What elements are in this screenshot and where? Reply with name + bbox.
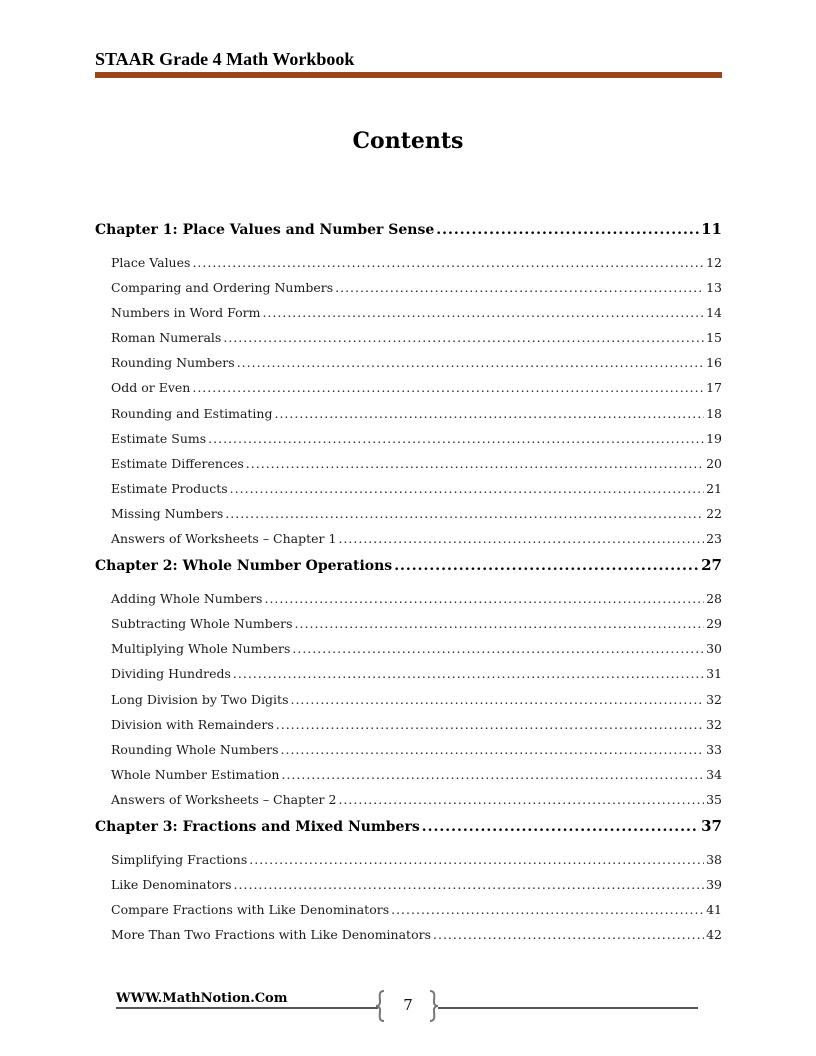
toc-entry-page: 18 [706, 405, 722, 421]
toc-entry-title: Subtracting Whole Numbers [111, 616, 293, 632]
toc-chapter-title: Chapter 3: Fractions and Mixed Numbers [95, 818, 420, 835]
toc-chapter-page: 11 [701, 220, 722, 238]
toc-entry-page: 35 [706, 791, 722, 807]
dot-leader [281, 767, 704, 782]
toc-entry-title: Adding Whole Numbers [111, 591, 263, 607]
toc-chapter-page: 37 [701, 816, 722, 835]
table-of-contents [95, 220, 722, 952]
page-title: Contents [352, 128, 464, 154]
toc-entry-title: Missing Numbers [111, 505, 224, 521]
dot-leader [338, 531, 704, 546]
toc-entry [95, 531, 722, 556]
dot-leader [264, 591, 704, 606]
toc-entry [95, 280, 722, 305]
toc-entry-page: 39 [706, 877, 722, 893]
toc-entry [95, 305, 722, 330]
toc-entry-title: Rounding Whole Numbers [111, 741, 279, 757]
toc-entry [95, 330, 722, 355]
toc-entry [95, 717, 722, 742]
toc-entry [95, 666, 722, 691]
toc-entry-title: Odd or Even [111, 380, 191, 396]
toc-entry-title: Dividing Hundreds [111, 666, 231, 682]
dot-leader [290, 692, 704, 707]
toc-entry-page: 16 [706, 355, 722, 371]
toc-entry [95, 792, 722, 817]
dot-leader [295, 616, 705, 631]
toc-entry-title: Answers of Worksheets – Chapter 2 [111, 791, 337, 807]
dot-leader [262, 305, 704, 320]
toc-entry [95, 742, 722, 767]
toc-chapter [95, 556, 722, 581]
dot-leader [276, 717, 704, 732]
toc-entry-page: 22 [706, 505, 722, 521]
toc-entry-page: 13 [706, 280, 722, 296]
toc-chapter [95, 817, 722, 842]
toc-chapter-page: 27 [701, 556, 722, 575]
toc-entry-title: Estimate Sums [111, 430, 207, 446]
toc-entry-page: 31 [706, 666, 722, 682]
toc-chapter-title: Chapter 1: Place Values and Number Sense [95, 222, 435, 238]
toc-entry-title: Whole Number Estimation [111, 766, 280, 782]
footer-website: WWW.MathNotion.Com [116, 991, 288, 1006]
right-brace-icon [429, 990, 439, 1022]
toc-entry-page: 12 [706, 255, 722, 270]
toc-entry-page: 32 [706, 691, 722, 707]
dot-leader [233, 666, 704, 681]
header-rule [95, 72, 722, 78]
toc-entry-page: 21 [706, 480, 722, 496]
toc-entry [95, 380, 722, 405]
toc-entry [95, 481, 722, 506]
toc-entry [95, 355, 722, 380]
dot-leader [335, 280, 704, 295]
dot-leader [436, 222, 699, 238]
toc-entry [95, 902, 722, 927]
dot-leader [394, 558, 699, 574]
dot-leader [208, 431, 704, 446]
dot-leader [237, 355, 704, 370]
toc-entry [95, 852, 722, 877]
toc-entry-title: Estimate Products [111, 480, 228, 496]
left-brace-icon [375, 990, 385, 1022]
toc-entry-page: 15 [706, 330, 722, 346]
toc-entry [95, 591, 722, 616]
dot-leader [192, 380, 704, 395]
dot-leader [292, 641, 704, 656]
toc-chapter-title: Chapter 2: Whole Number Operations [95, 558, 393, 575]
dot-leader [234, 877, 705, 892]
footer-rule-left [116, 1007, 378, 1009]
dot-leader [246, 456, 704, 471]
toc-entry-title: Rounding Numbers [111, 355, 235, 371]
toc-entry-page: 38 [706, 851, 722, 867]
toc-entry-title: Answers of Worksheets – Chapter 1 [111, 531, 337, 547]
toc-entry-page: 19 [706, 430, 722, 446]
toc-entry-title: Compare Fractions with Like Denominators [111, 902, 390, 918]
toc-entry-page: 28 [706, 591, 722, 607]
toc-entry-title: Rounding and Estimating [111, 405, 273, 421]
toc-entry-page: 17 [706, 380, 722, 396]
dot-leader [338, 792, 704, 807]
dot-leader [422, 819, 699, 835]
toc-entry [95, 767, 722, 792]
toc-entry-title: Simplifying Fractions [111, 851, 248, 867]
toc-entry [95, 406, 722, 431]
dot-leader [225, 506, 704, 521]
toc-entry [95, 255, 722, 280]
dot-leader [391, 902, 704, 917]
toc-entry [95, 431, 722, 456]
toc-entry [95, 877, 722, 902]
toc-entry-page: 23 [706, 531, 722, 547]
toc-entry-page: 41 [706, 902, 722, 918]
toc-entry-page: 42 [706, 927, 722, 943]
dot-leader [230, 481, 704, 496]
toc-entry [95, 692, 722, 717]
dot-leader [433, 927, 704, 942]
dot-leader [281, 742, 705, 757]
toc-chapter [95, 220, 722, 245]
toc-entry [95, 506, 722, 531]
toc-entry-title: Long Division by Two Digits [111, 691, 289, 707]
toc-entry [95, 456, 722, 481]
toc-entry-title: Division with Remainders [111, 716, 274, 732]
toc-entry-title: Estimate Differences [111, 455, 244, 471]
toc-entry-page: 29 [706, 616, 722, 632]
toc-entry-title: Numbers in Word Form [111, 305, 261, 321]
dot-leader [249, 852, 704, 867]
toc-entry-page: 33 [706, 741, 722, 757]
toc-entry-page: 30 [706, 641, 722, 657]
dot-leader [274, 406, 704, 421]
toc-entry-page: 14 [706, 305, 722, 321]
running-header-title: STAAR Grade 4 Math Workbook [95, 49, 355, 69]
toc-entry-title: Like Denominators [111, 877, 232, 893]
toc-entry-page: 34 [706, 766, 722, 782]
toc-entry-page: 32 [706, 716, 722, 732]
footer-rule-right [438, 1007, 698, 1009]
toc-entry-title: Multiplying Whole Numbers [111, 641, 291, 657]
toc-entry [95, 641, 722, 666]
toc-entry-title: Comparing and Ordering Numbers [111, 280, 334, 296]
toc-entry [95, 927, 722, 952]
toc-entry-title: Place Values [111, 255, 191, 270]
toc-entry [95, 616, 722, 641]
toc-entry-title: Roman Numerals [111, 330, 222, 346]
dot-leader [192, 255, 704, 270]
dot-leader [223, 330, 704, 345]
toc-entry-title: More Than Two Fractions with Like Denominators [111, 927, 431, 943]
page-number: 7 [403, 996, 413, 1014]
toc-entry-page: 20 [706, 455, 722, 471]
